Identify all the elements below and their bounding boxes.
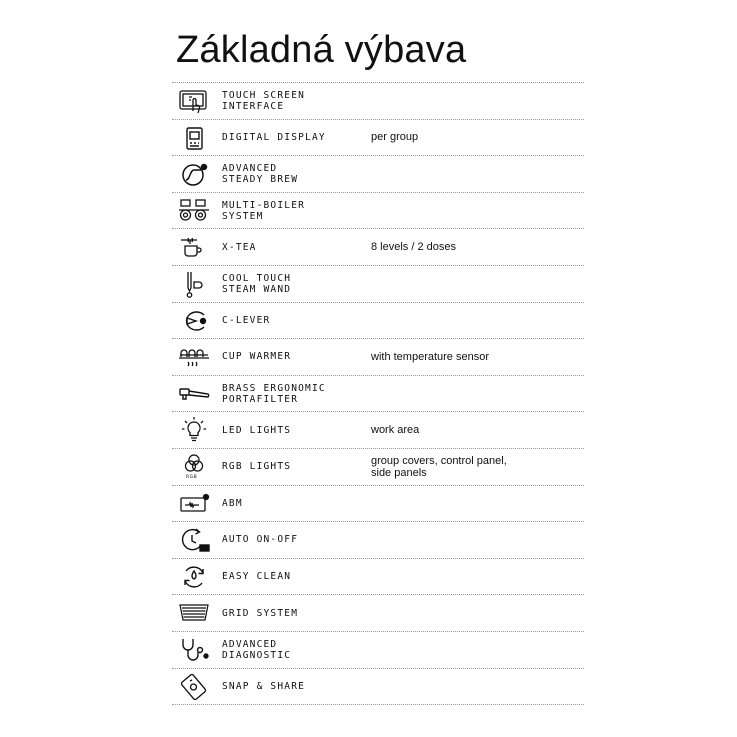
feature-label: GRID SYSTEM — [222, 607, 299, 619]
feature-row — [172, 156, 584, 193]
x-tea-icon — [177, 233, 211, 261]
feature-row — [172, 522, 584, 559]
feature-row — [172, 412, 584, 449]
feature-label: ADVANCED DIAGNOSTIC — [222, 638, 292, 661]
feature-label: ADVANCED STEADY BREW — [222, 162, 299, 185]
snap-share-icon — [177, 673, 211, 701]
feature-row — [172, 376, 584, 413]
auto-on-off-icon — [177, 526, 211, 554]
feature-row — [172, 303, 584, 340]
feature-row — [172, 120, 584, 157]
touch-screen-icon — [177, 87, 211, 115]
feature-label: SNAP & SHARE — [222, 680, 306, 692]
feature-row — [172, 449, 584, 486]
feature-row — [172, 83, 584, 120]
feature-label: EASY CLEAN — [222, 571, 292, 583]
feature-label: AUTO ON-OFF — [222, 534, 299, 546]
feature-row — [172, 559, 584, 596]
multi-boiler-icon — [177, 197, 211, 225]
feature-label: MULTI-BOILER SYSTEM — [222, 199, 306, 222]
feature-row — [172, 339, 584, 376]
feature-label: TOUCH SCREEN INTERFACE — [222, 89, 306, 112]
feature-row — [172, 486, 584, 523]
feature-label: BRASS ERGONOMIC PORTAFILTER — [222, 382, 326, 405]
feature-label: C-LEVER — [222, 314, 271, 326]
feature-note: work area — [371, 424, 420, 437]
steam-wand-icon — [177, 270, 211, 298]
feature-row — [172, 193, 584, 230]
easy-clean-icon — [177, 563, 211, 591]
portafilter-icon — [177, 380, 211, 408]
feature-list — [172, 82, 584, 705]
abm-icon — [177, 490, 211, 518]
c-lever-icon — [177, 307, 211, 335]
feature-note: with temperature sensor — [371, 350, 489, 363]
feature-row — [172, 229, 584, 266]
feature-label: RGB LIGHTS — [222, 461, 292, 473]
feature-row — [172, 632, 584, 669]
feature-label: CUP WARMER — [222, 351, 292, 363]
steady-brew-icon — [177, 160, 211, 188]
feature-label: X-TEA — [222, 241, 257, 253]
diagnostic-icon — [177, 636, 211, 664]
grid-system-icon — [177, 599, 211, 627]
digital-display-icon — [177, 124, 211, 152]
feature-note: group covers, control panel, side panels — [371, 454, 507, 479]
feature-row — [172, 595, 584, 632]
feature-row — [172, 266, 584, 303]
rgb-icon-text: RGB — [186, 474, 198, 480]
feature-label: COOL TOUCH STEAM WAND — [222, 272, 292, 295]
feature-note: per group — [371, 131, 419, 144]
feature-label: ABM — [222, 497, 243, 509]
feature-note: 8 levels / 2 doses — [371, 241, 456, 254]
cup-warmer-icon — [177, 343, 211, 371]
led-lights-icon — [177, 416, 211, 444]
feature-label: DIGITAL DISPLAY — [222, 131, 326, 143]
feature-label: LED LIGHTS — [222, 424, 292, 436]
feature-row — [172, 669, 584, 706]
page-title: Základná výbava — [176, 29, 467, 71]
